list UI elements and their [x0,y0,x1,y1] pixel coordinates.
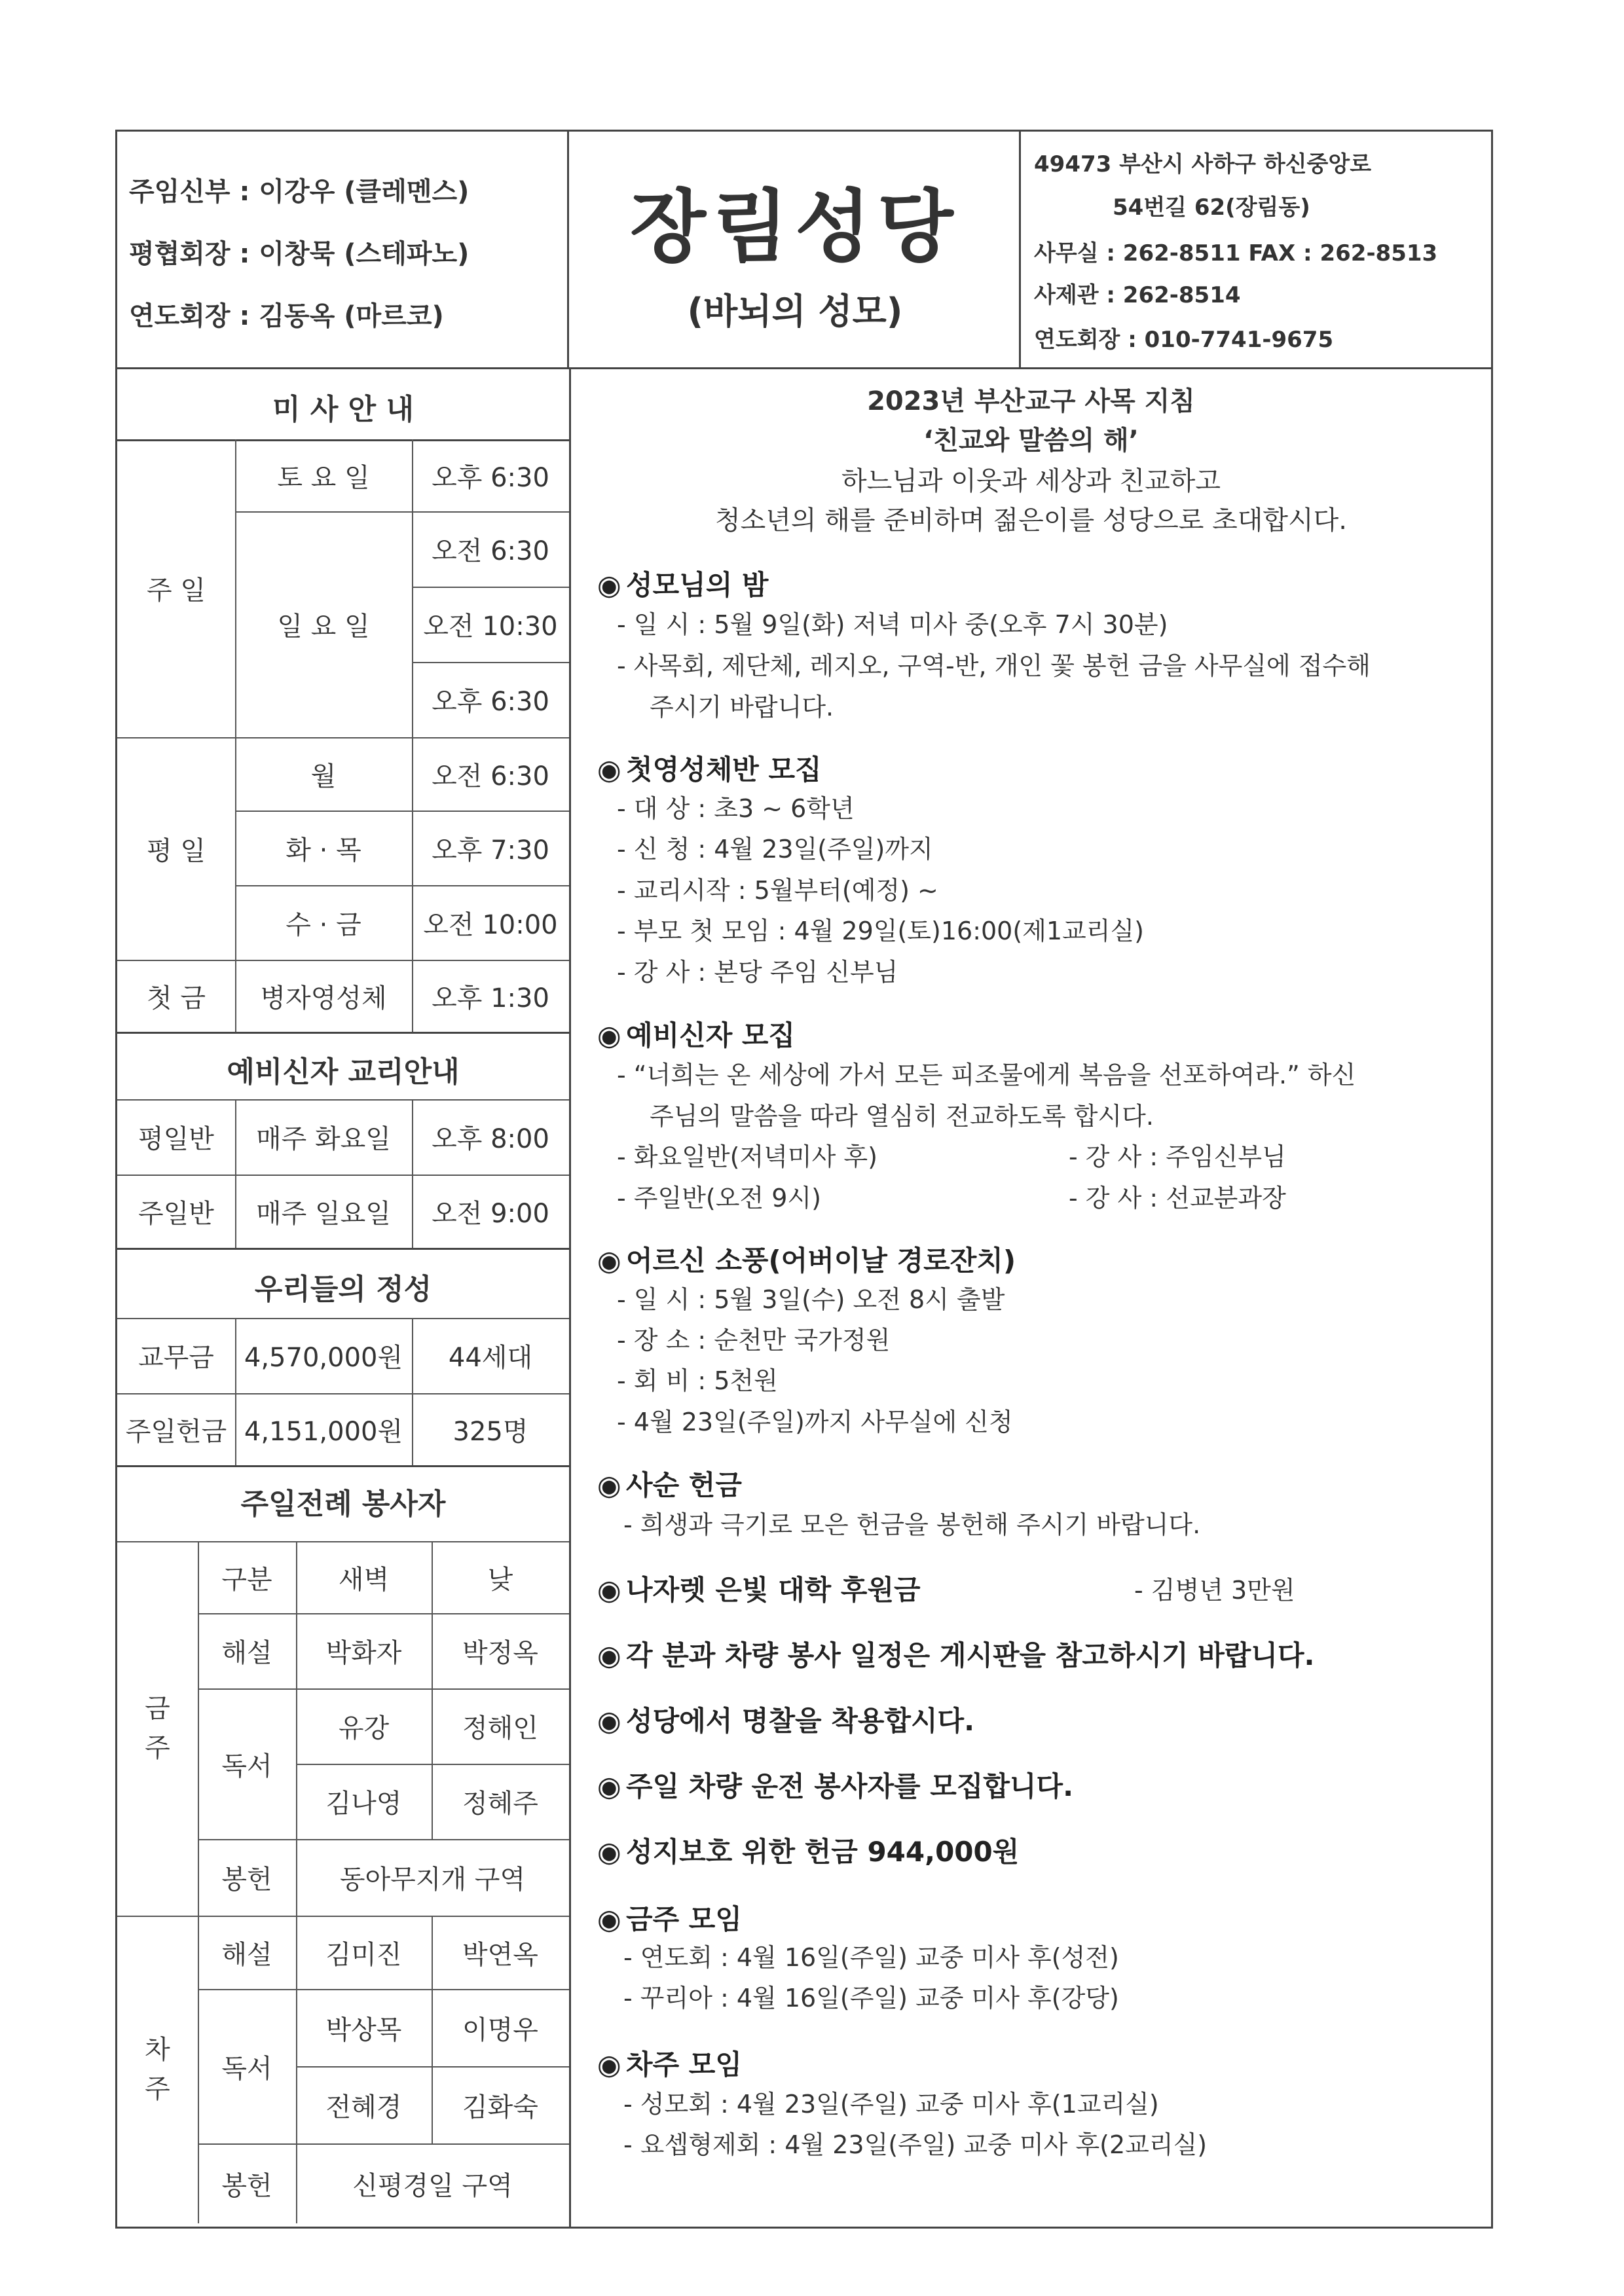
this-commentary-day: 박정옥 [462,1638,538,1668]
notice-catechumen-tue-class: - 화요일반(저녁미사 후) [617,1142,877,1171]
catechumen-sunday-day: 매주 일요일 [256,1198,391,1229]
weekday-label: 평 일 [147,835,206,866]
bullet-icon: ◉ [597,1705,621,1737]
catechumen-title: 예비신자 교리안내 [227,1055,460,1089]
pastoral-guideline-title: 2023년 부산교구 사목 지침 [867,386,1195,416]
notice-vehicle-schedule: ◉ 각 분과 차량 봉사 일정은 게시판을 참고하시기 바랍니다. [597,1639,1315,1671]
notices-column [571,367,1491,2227]
notice-next-week-meetings-title: ◉ 차주 모임 [597,2049,742,2081]
wed-fri-label: 수 · 금 [286,909,361,940]
wed-fri-time: 오전 10:00 [423,909,558,940]
notice-first-communion-target: - 대 상 : 초3 ~ 6학년 [617,794,855,823]
offering-sunday-label: 주일헌금 [125,1416,227,1447]
yeondo-phone: 연도회장 : 010-7741-9675 [1034,327,1334,353]
catechumen-sunday-label: 주일반 [138,1198,214,1229]
tue-thu-label: 화 · 목 [286,835,361,866]
notice-first-communion-start: - 교리시작 : 5월부터(예정) ~ [617,876,938,905]
this-offering-label: 봉헌 [221,1865,272,1895]
notice-catechumen-sun-teacher: - 강 사 : 선교분과장 [1069,1184,1286,1212]
address-line2: 54번길 62(장림동) [1113,194,1310,221]
notice-first-communion-title: ◉ 첫영성체반 모집 [597,754,822,786]
meeting-mothers: - 성모회 : 4월 23일(주일) 교중 미사 후(1교리실) [623,2090,1159,2119]
next-reading2-dawn: 전혜경 [325,2092,402,2123]
this-offering-area: 동아무지개 구역 [339,1865,526,1895]
this-reading1-day: 정해인 [462,1713,538,1743]
bullet-icon: ◉ [597,1770,621,1802]
next-reading1-day: 이명우 [462,2014,538,2045]
notice-mary-night-date: - 일 시 : 5월 9일(화) 저녁 미사 중(오후 7시 30분) [617,610,1168,639]
bullet-icon: ◉ [597,1469,621,1501]
sunday-time-1: 오전 6:30 [432,536,549,566]
notice-first-communion-apply: - 신 청 : 4월 23일(주일)까지 [617,835,933,864]
this-reading-label: 독서 [221,1751,272,1781]
pastoral-line3: 하느님과 이웃과 세상과 친교하고 [841,466,1221,496]
notice-holy-land-offering: ◉ 성지보호 위한 헌금 944,000원 [597,1836,1020,1868]
monday-time: 오전 6:30 [432,761,549,792]
next-week-label: 차 주 [145,2035,170,2104]
office-phone: 사무실 : 262-8511 FAX : 262-8513 [1034,240,1438,266]
monday-label: 월 [310,761,337,792]
bullet-icon: ◉ [597,1639,621,1671]
bullet-icon: ◉ [597,1245,621,1277]
header [117,132,1491,369]
pastoral-line4: 청소년의 해를 준비하며 젊은이를 성당으로 초대합시다. [714,505,1347,536]
servers-title: 주일전례 봉사자 [240,1487,446,1521]
next-commentary-dawn: 김미진 [325,1939,402,1970]
bullet-icon: ◉ [597,1574,621,1606]
bulletin-frame [115,130,1493,2229]
notice-nazareth-detail: - 김병년 3만원 [1134,1576,1295,1605]
bullet-icon: ◉ [597,1836,621,1868]
notice-nazareth-title: ◉ 나자렛 은빛 대학 후원금 [597,1574,921,1606]
offering-tithe-count: 44세대 [448,1343,533,1373]
notice-lent-offering-title: ◉ 사순 헌금 [597,1469,742,1501]
pastoral-theme: ‘친교와 말씀의 해’ [923,426,1139,456]
this-reading2-day: 정혜주 [462,1789,538,1819]
this-week-label: 금 주 [145,1694,170,1763]
next-offering-label: 봉헌 [221,2170,272,2201]
title-panel [569,132,1021,367]
this-commentary-dawn: 박화자 [325,1638,402,1668]
first-friday-label: 첫 금 [147,983,206,1013]
contact-panel [1021,132,1491,367]
this-commentary-label: 해설 [221,1638,272,1668]
church-subtitle: (바뇌의 성모) [687,291,903,332]
notice-elders-picnic-title: ◉ 어르신 소풍(어버이날 경로잔치) [597,1245,1016,1277]
col-kind-header: 구분 [221,1564,272,1595]
mass-guide-title: 미 사 안 내 [272,393,414,426]
notice-catechumen-quote2: 주님의 말씀을 따라 열심히 전교하도록 합시다. [650,1102,1154,1131]
meeting-yeondo: - 연도회 : 4월 16일(주일) 교중 미사 후(성전) [623,1943,1119,1972]
saturday-time: 오후 6:30 [432,462,549,493]
notice-elders-apply: - 4월 23일(주일)까지 사무실에 신청 [617,1408,1013,1436]
notice-lent-offering-detail: - 희생과 극기로 모은 헌금을 봉헌해 주시기 바랍니다. [623,1510,1201,1539]
next-commentary-day: 박연옥 [462,1939,538,1970]
notice-first-communion-parents: - 부모 첫 모임 : 4월 29일(토)16:00(제1교리실) [617,917,1145,945]
next-reading2-day: 김화숙 [462,2092,538,2123]
sunday-day-label: 일 요 일 [277,611,370,642]
officers-panel [117,132,569,367]
bullet-icon: ◉ [597,1019,621,1051]
sunday-label: 주 일 [147,575,206,606]
next-commentary-label: 해설 [221,1939,272,1970]
meeting-curia: - 꾸리아 : 4월 16일(주일) 교중 미사 후(강당) [623,1984,1119,2013]
rectory-phone: 사제관 : 262-8514 [1034,282,1241,308]
notice-mary-night-detail2: 주시기 바랍니다. [650,693,834,721]
meeting-joseph-brothers: - 요셉형제회 : 4월 23일(주일) 교중 미사 후(2교리실) [623,2130,1208,2159]
notice-first-communion-teacher: - 강 사 : 본당 주임 신부님 [617,958,898,987]
notice-catechumen-sun-class: - 주일반(오전 9시) [617,1184,821,1212]
this-reading2-dawn: 김나영 [325,1789,402,1819]
notice-catechumen-title: ◉ 예비신자 모집 [597,1019,796,1051]
catechumen-weekday-time: 오후 8:00 [432,1124,549,1154]
offerings-title: 우리들의 정성 [254,1273,432,1306]
notice-driver-recruit: ◉ 주일 차량 운전 봉사자를 모집합니다. [597,1770,1074,1802]
notice-mary-night-title: ◉ 성모님의 밤 [597,569,769,601]
officer-yeondo-president: 연도회장 : 김동옥 (마르코) [129,301,444,331]
col-dawn-header: 새벽 [338,1564,390,1595]
next-reading1-dawn: 박상목 [325,2014,402,2045]
catechumen-weekday-label: 평일반 [138,1124,214,1154]
catechumen-sunday-time: 오전 9:00 [432,1198,549,1229]
bullet-icon: ◉ [597,569,621,601]
notice-catechumen-quote: - “너희는 온 세상에 가서 모든 피조물에게 복음을 선포하여라.” 하신 [617,1061,1356,1089]
sick-communion-time: 오후 1:30 [432,983,549,1013]
catechumen-weekday-day: 매주 화요일 [256,1124,391,1154]
notice-name-tag: ◉ 성당에서 명찰을 착용합시다. [597,1705,975,1737]
next-reading-label: 독서 [221,2053,272,2084]
saturday-label: 토 요 일 [277,462,370,493]
notice-this-week-meetings-title: ◉ 금주 모임 [597,1903,742,1935]
sunday-time-2: 오전 10:30 [423,611,558,642]
notice-elders-place: - 장 소 : 순천만 국가정원 [617,1326,891,1355]
offering-sunday-count: 325명 [452,1416,528,1447]
bullet-icon: ◉ [597,754,621,786]
sunday-time-3: 오후 6:30 [432,687,549,717]
left-column [117,367,571,2227]
officer-pastor: 주임신부 : 이강우 (클레멘스) [129,177,470,207]
bullet-icon: ◉ [597,1903,621,1935]
officer-council-president: 평협회장 : 이창묵 (스테파노) [129,239,470,269]
next-offering-area: 신평경일 구역 [352,2170,513,2201]
church-name: 장림성당 [630,182,960,273]
notice-elders-fee: - 회 비 : 5천원 [617,1366,778,1395]
notice-mary-night-detail: - 사목회, 제단체, 레지오, 구역-반, 개인 꽃 봉헌 금을 사무실에 접수해 [617,651,1371,680]
notice-catechumen-tue-teacher: - 강 사 : 주임신부님 [1069,1142,1286,1171]
sick-communion-label: 병자영성체 [260,983,387,1013]
col-day-header: 낮 [487,1564,513,1595]
offering-sunday-amount: 4,151,000원 [244,1416,403,1447]
bullet-icon: ◉ [597,2049,621,2081]
offering-tithe-amount: 4,570,000원 [244,1343,403,1373]
tue-thu-time: 오후 7:30 [432,835,549,866]
this-reading1-dawn: 유강 [338,1713,390,1743]
offering-tithe-label: 교무금 [138,1343,214,1373]
address-line1: 49473 부산시 사하구 하신중앙로 [1034,151,1372,177]
notice-elders-date: - 일 시 : 5월 3일(수) 오전 8시 출발 [617,1285,1005,1314]
